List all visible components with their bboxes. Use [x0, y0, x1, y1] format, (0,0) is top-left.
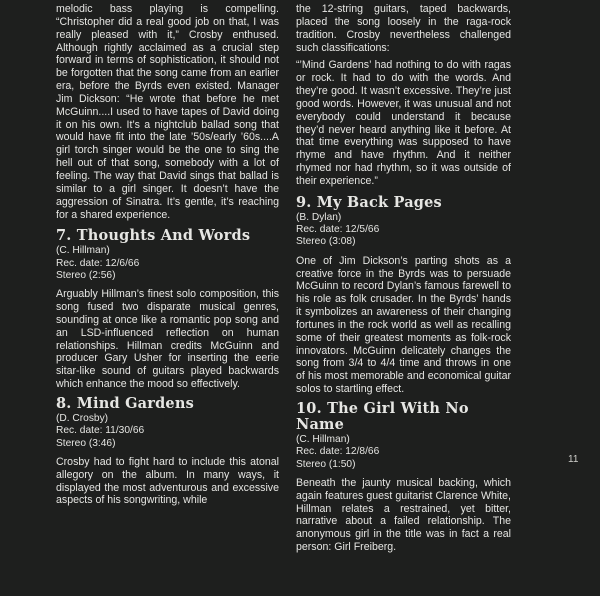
track-8-body: Crosby had to fight hard to include this atonal allegory on the album. In many ways, it displayed the most adventurous and excessive aspects of his songwriting, while [56, 455, 279, 507]
track-10-body: Beneath the jaunty musical backing, which again features guest guitarist Clarence White, Hillman relates a restrained, yet bitter, narrative about a failed relationship. The anonymous girl in the title was in fact a real person: Girl Freiberg. [296, 476, 511, 554]
track-8-title: 8. Mind Gardens [56, 394, 194, 412]
track-10-title: 10. The Girl With No Name [296, 399, 469, 433]
left-column [56, 3, 279, 507]
track-9-body: One of Jim Dickson’s parting shots as a creative force in the Byrds was to persuade McGuinn to record Dylan’s famous farewell to his role as folk crusader. In the Byrds’ hands it symbolizes an awareness of their changing fortunes in the rock world as well as recalling some of their greatest moments as folk-rock innovators. McGuinn delicately changes the song from 3/4 to 4/4 time and throws in one of his most memorable and economical guitar solos to startling effect. [296, 254, 511, 396]
right-column [296, 3, 511, 554]
track-7-rec-date: Rec. date: 12/6/66 [56, 257, 140, 269]
track-8-section [56, 396, 279, 507]
track-9-writer: (B. Dylan) [296, 211, 342, 223]
track-9-format: Stereo (3:08) [296, 236, 356, 248]
track-9-meta [296, 212, 511, 249]
track-10-format: Stereo (1:50) [296, 458, 356, 470]
intro-paragraph: melodic bass playing is compelling. “Christopher did a real good job on that, I was really pleased with it,” Crosby enthused. Although rightly acclaimed as a crucial step forward in terms of sophistication, it should not be forgotten that the song came from an earlier era, before the Byrds even existed. Manager Jim Dickson: “He wrote that before he met McGuinn....I used to have tapes of David doing it on his own. It’s a nightclub ballad song that would have fit into the late ’50s/early ’60s....A girl torch singer would be the one to sing the hell out of that song, somebody with a lot of feeling. The way that David sings that ballad is similar to a girl singer. It doesn’t have the aggression of Sinatra. It’s gentle, it’s reaching for a shared experience. [56, 3, 279, 221]
track-9-rec-date: Rec. date: 12/5/66 [296, 224, 380, 236]
track-8-rec-date: Rec. date: 11/30/66 [56, 425, 145, 437]
track-10-section [296, 401, 511, 554]
track-7-writer: (C. Hillman) [56, 245, 110, 257]
track-7-title: 7. Thoughts And Words [56, 227, 251, 245]
crosby-quote-paragraph: “’Mind Gardens’ had nothing to do with ragas or rock. It had to do with the words. And they’re good. It wasn’t excessive. They’re just good words. However, it was unusual and not everybody could understand it because they’d never heard anything like it before. At that time everything was supposed to have rhyme and have rhythm. And it neither rhymed nor had rhythm, so it was outside of their experience.” [296, 59, 511, 187]
page-number: 11 [568, 454, 579, 465]
track-8-meta [56, 413, 279, 450]
track-8-writer: (D. Crosby) [56, 412, 109, 424]
track-10-rec-date: Rec. date: 12/8/66 [296, 446, 380, 458]
track-7-format: Stereo (2:56) [56, 269, 116, 281]
track-10-meta [296, 434, 511, 471]
track-9-section [296, 195, 511, 396]
track-7-meta [56, 245, 279, 282]
track-8-format: Stereo (3:46) [56, 437, 116, 449]
track-10-writer: (C. Hillman) [296, 433, 350, 445]
continuation-paragraph: the 12-string guitars, taped backwards, placed the song loosely in the raga-rock tradition. Crosby nevertheless challenged such classifications: [296, 3, 511, 54]
track-9-title: 9. My Back Pages [296, 193, 442, 211]
track-7-body: Arguably Hillman’s finest solo composition, this song fused two disparate musical genres, sounding at once like a romantic pop song and an LSD-influenced reflection on human relationships. Hillman credits McGuinn and producer Gary Usher for inserting the eerie sitar-like sound of guitars played backwards which enhance the mood so effectively. [56, 288, 279, 391]
track-7-section [56, 228, 279, 391]
